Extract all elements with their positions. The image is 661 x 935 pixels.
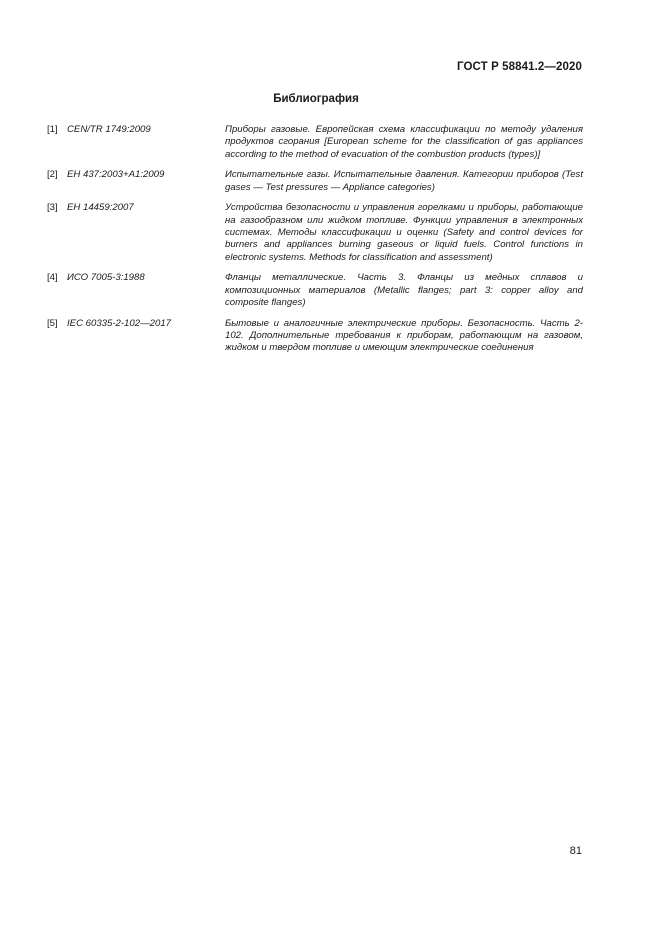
entry-title: Приборы газовые. Европейская схема классификации по методу удаления продуктов сгорания [European scheme for the classification of gas appliances according to the method of evacuation of the combustion products (types)] (225, 124, 583, 160)
document-code-header: ГОСТ Р 58841.2—2020 (457, 61, 582, 73)
bibliography-entry (47, 272, 583, 309)
entry-standard-code: CEN/TR 1749:2009 (67, 124, 151, 135)
entry-standard-code: ИСО 7005-3:1988 (67, 272, 145, 284)
entry-standard-code: ЕН 14459:2007 (67, 202, 134, 214)
section-title: Библиография (273, 93, 359, 105)
entry-number: [5] (47, 317, 58, 329)
entry-title: Устройства безопасности и управления горелками и приборы, работающие на газообразном или жидком топливе. Функции управления в электронных системах. Методы классификации и оценки (Safety and control devices for burners and appliances burning gaseous or liquid fuels. Control functions in electronic systems. Methods for classification and assessment) (225, 202, 583, 263)
page-number: 81 (569, 845, 582, 857)
entry-title: Фланцы металлические. Часть 3. Фланцы из медных сплавов и композиционных материалов (Metallic flanges; part 3: copper alloy and composite flanges) (225, 272, 583, 309)
entry-number: [2] (47, 169, 58, 181)
entry-standard-code: IEC 60335-2-102—2017 (67, 317, 172, 329)
entry-number: [3] (47, 202, 58, 214)
bibliography-entry (47, 124, 583, 161)
entry-number: [1] (47, 124, 58, 135)
entry-number: [4] (47, 272, 58, 284)
entry-title: Бытовые и аналогичные электрические приборы. Безопасность. Часть 2-102. Дополнительные требования к приборам, работающим на газовом, жидком и твердом топливе и имеющим электрические соединения (225, 317, 583, 354)
entry-standard-code: ЕН 437:2003+A1:2009 (67, 169, 165, 181)
bibliography-list (47, 124, 583, 363)
bibliography-entry (47, 202, 583, 263)
entry-title: Испытательные газы. Испытательные давления. Категории приборов (Test gases — Test pressures — Appliance categories) (225, 169, 583, 193)
bibliography-entry (47, 169, 583, 194)
bibliography-entry (47, 318, 583, 355)
